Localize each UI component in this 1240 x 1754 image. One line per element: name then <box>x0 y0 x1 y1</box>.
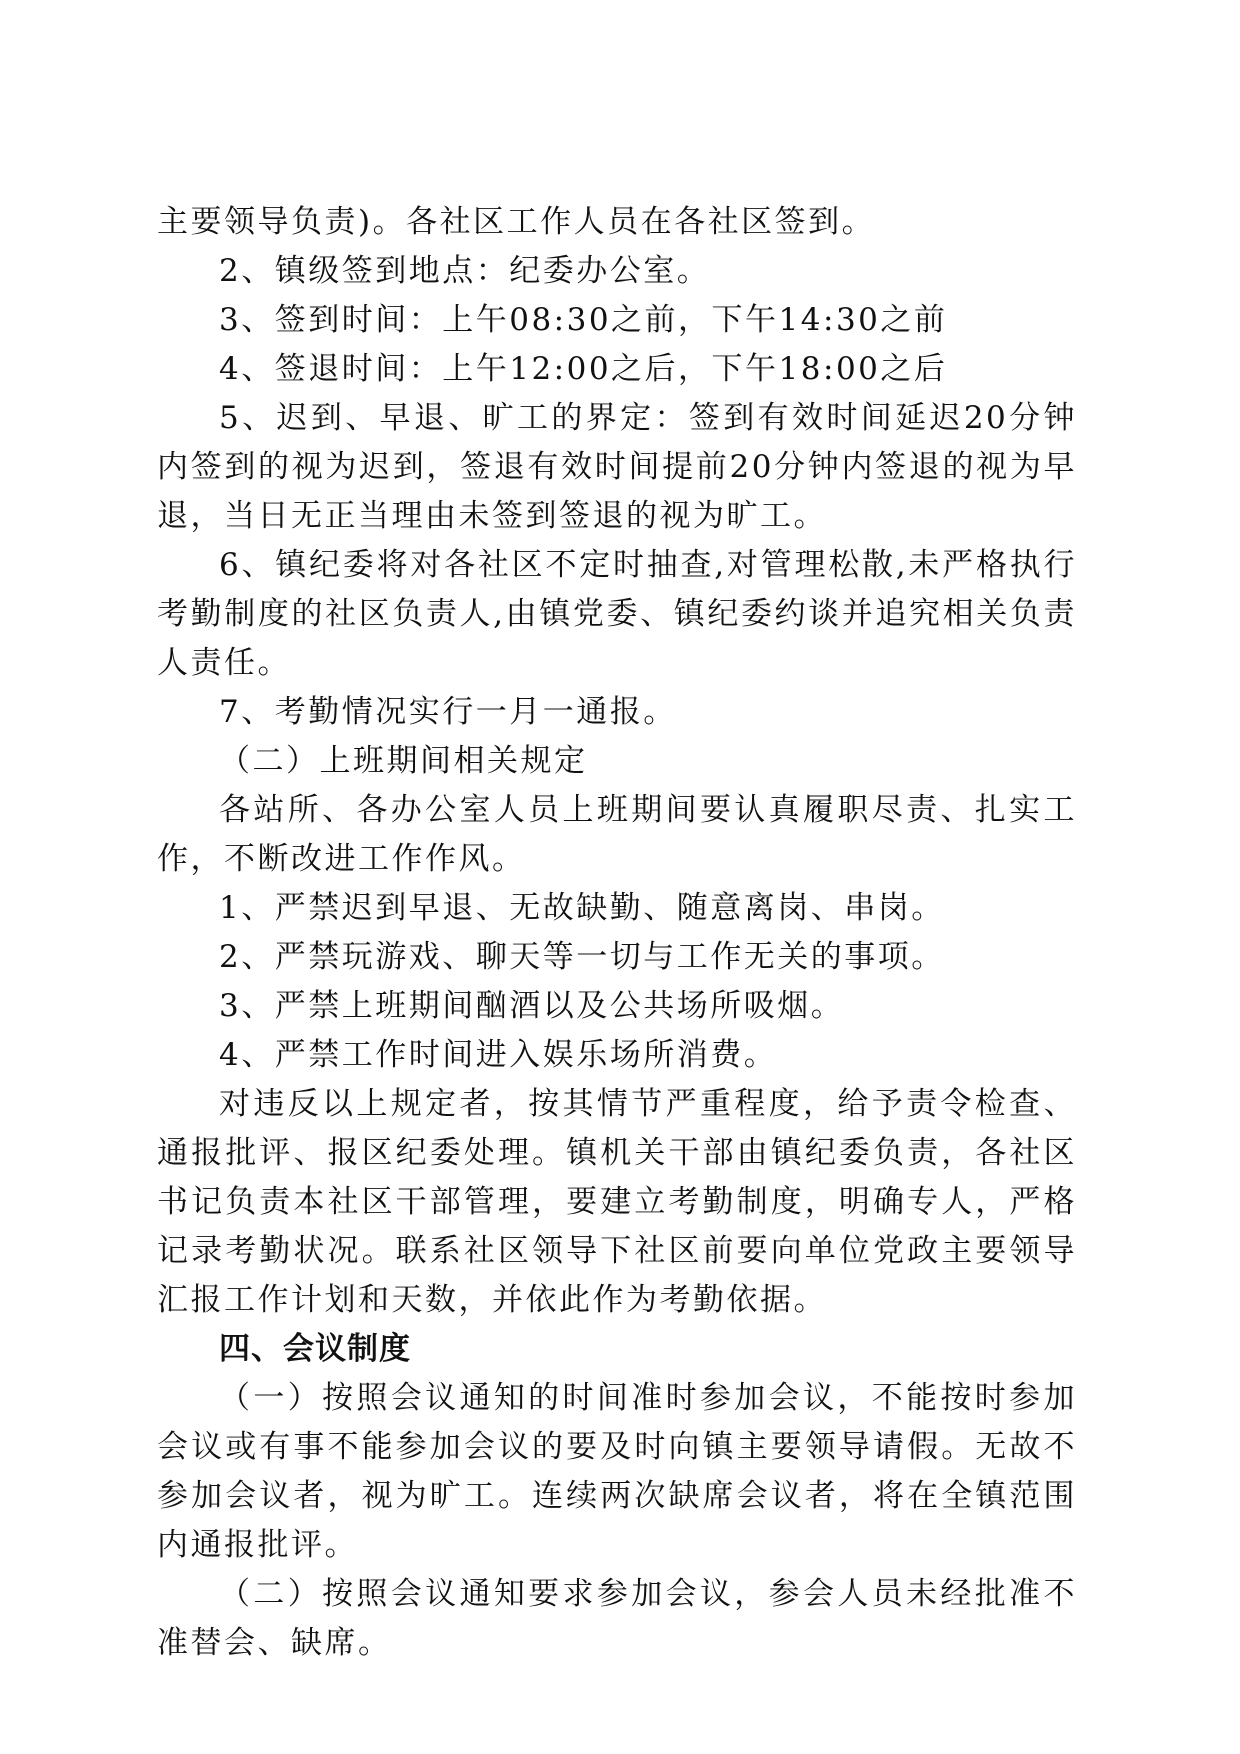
paragraph-spot-checks: 6、镇纪委将对各社区不定时抽查,对管理松散,未严格执行考勤制度的社区负责人,由镇党委、镇纪委约谈并追究相关负责人责任。 <box>157 547 1077 681</box>
document-body <box>157 198 1077 1668</box>
paragraph-continuation: 主要领导负责)。各社区工作人员在各社区签到。 <box>157 204 876 240</box>
section-heading-meetings: 四、会议制度 <box>219 1331 411 1367</box>
list-item-rule-2: 2、严禁玩游戏、聊天等一切与工作无关的事项。 <box>219 939 945 975</box>
list-item-rule-4: 4、严禁工作时间进入娱乐场所消费。 <box>219 1037 778 1073</box>
paragraph-lateness-definition: 5、迟到、早退、旷工的界定：签到有效时间延迟20分钟内签到的视为迟到，签退有效时间提前20分钟内签退的视为早退，当日无正当理由未签到签退的视为旷工。 <box>157 400 1077 534</box>
paragraph-meeting-substitution: （二）按照会议通知要求参加会议，参会人员未经批准不准替会、缺席。 <box>157 1576 1077 1661</box>
paragraph-signout-time: 4、签退时间：上午12:00之后，下午18:00之后 <box>219 351 948 387</box>
paragraph-signin-location: 2、镇级签到地点：纪委办公室。 <box>219 253 711 289</box>
paragraph-meeting-attendance: （一）按照会议通知的时间准时参加会议，不能按时参加会议或有事不能参加会议的要及时向镇主要领导请假。无故不参加会议者，视为旷工。连续两次缺席会议者，将在全镇范围内通报批评。 <box>157 1380 1077 1563</box>
paragraph-work-duty: 各站所、各办公室人员上班期间要认真履职尽责、扎实工作，不断改进工作作风。 <box>157 792 1077 877</box>
list-item-rule-3: 3、严禁上班期间酗酒以及公共场所吸烟。 <box>219 988 845 1024</box>
paragraph-monthly-report: 7、考勤情况实行一月一通报。 <box>219 694 677 730</box>
paragraph-violations: 对违反以上规定者，按其情节严重程度，给予责令检查、通报批评、报区纪委处理。镇机关干部由镇纪委负责，各社区书记负责本社区干部管理，要建立考勤制度，明确专人，严格记录考勤状况。联系社区领导下社区前要向单位党政主要领导汇报工作计划和天数，并依此作为考勤依据。 <box>157 1086 1077 1318</box>
list-item-rule-1: 1、严禁迟到早退、无故缺勤、随意离岗、串岗。 <box>219 890 945 926</box>
paragraph-signin-time: 3、签到时间：上午08:30之前，下午14:30之前 <box>219 302 948 338</box>
subheading-work-rules: （二）上班期间相关规定 <box>219 743 588 779</box>
